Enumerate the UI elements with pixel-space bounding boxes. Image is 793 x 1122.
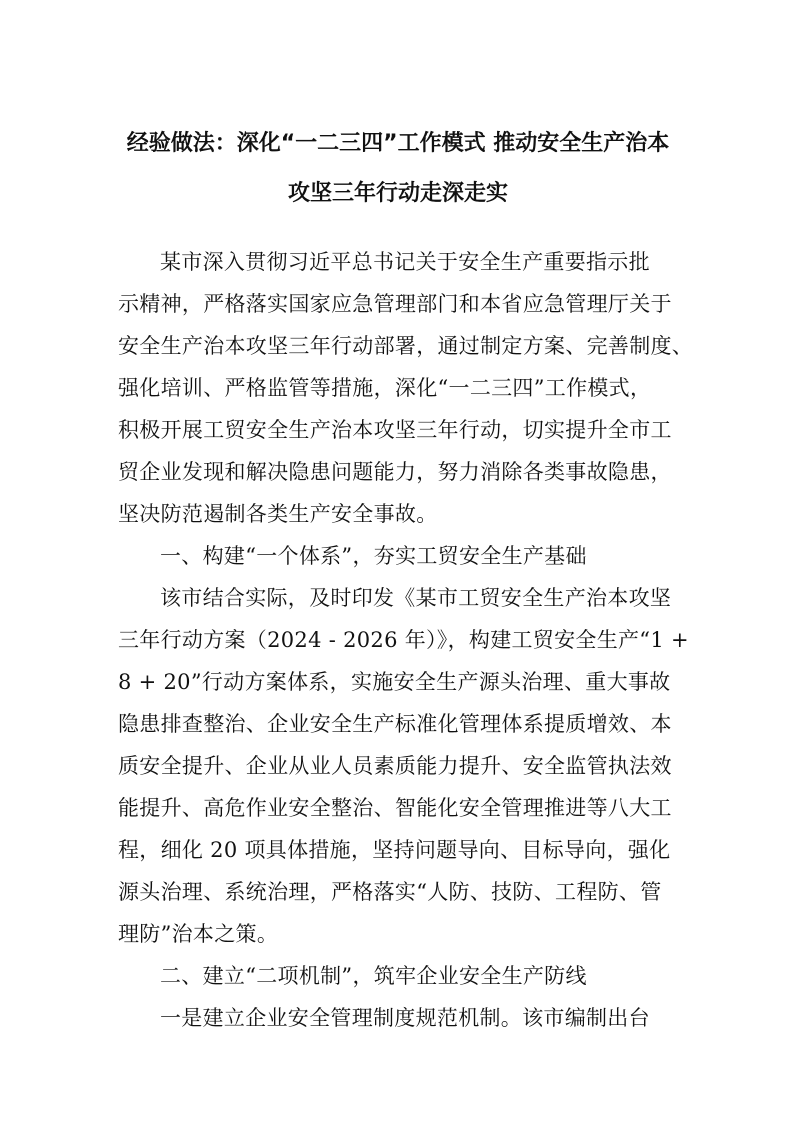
paragraph-2-line-1: 该市结合实际，及时印发《某市工贸安全生产治本攻坚 bbox=[160, 586, 672, 610]
paragraph-1-line-3: 安全生产治本攻坚三年行动部署，通过制定方案、完善制度、 bbox=[118, 334, 694, 358]
paragraph-2-line-9: 理防”治本之策。 bbox=[118, 922, 279, 946]
paragraph-1-line-1: 某市深入贯彻习近平总书记关于安全生产重要指示批 bbox=[160, 250, 650, 274]
paragraph-2-line-6: 能提升、高危作业安全整治、智能化安全管理推进等八大工 bbox=[118, 796, 672, 820]
paragraph-1-line-4: 强化培训、严格监管等措施，深化“一二三四”工作模式， bbox=[118, 376, 652, 400]
document-title-line-2: 攻坚三年行动走深走实 bbox=[287, 181, 508, 206]
document-title-line-1: 经验做法：深化“一二三四”工作模式 推动安全生产治本 bbox=[126, 131, 670, 156]
paragraph-2-line-3: 8 + 20”行动方案体系，实施安全生产源头治理、重大事故 bbox=[118, 670, 671, 694]
paragraph-1-line-7: 坚决防范遏制各类生产安全事故。 bbox=[118, 502, 438, 526]
paragraph-2-line-4: 隐患排查整治、企业安全生产标准化管理体系提质增效、本 bbox=[118, 712, 672, 736]
paragraph-2-line-5: 质安全提升、企业从业人员素质能力提升、安全监管执法效 bbox=[118, 754, 672, 778]
paragraph-2-line-8: 源头治理、系统治理，严格落实“人防、技防、工程防、管 bbox=[118, 880, 662, 904]
paragraph-3-line-1: 一是建立企业安全管理制度规范机制。该市编制出台 bbox=[160, 1006, 650, 1030]
paragraph-2-line-2: 三年行动方案（2024 - 2026 年）》，构建工贸安全生产“1 + bbox=[118, 628, 689, 652]
paragraph-1-line-5: 积极开展工贸安全生产治本攻坚三年行动，切实提升全市工 bbox=[118, 418, 672, 442]
section-heading-1: 一、构建“一个体系”，夯实工贸安全生产基础 bbox=[160, 544, 587, 568]
paragraph-1-line-2: 示精神，严格落实国家应急管理部门和本省应急管理厅关于 bbox=[118, 292, 672, 316]
paragraph-2-line-7: 程，细化 20 项具体措施，坚持问题导向、目标导向，强化 bbox=[118, 838, 671, 862]
paragraph-1-line-6: 贸企业发现和解决隐患问题能力，努力消除各类事故隐患， bbox=[118, 460, 672, 484]
section-heading-2: 二、建立“二项机制”，筑牢企业安全生产防线 bbox=[160, 964, 587, 988]
